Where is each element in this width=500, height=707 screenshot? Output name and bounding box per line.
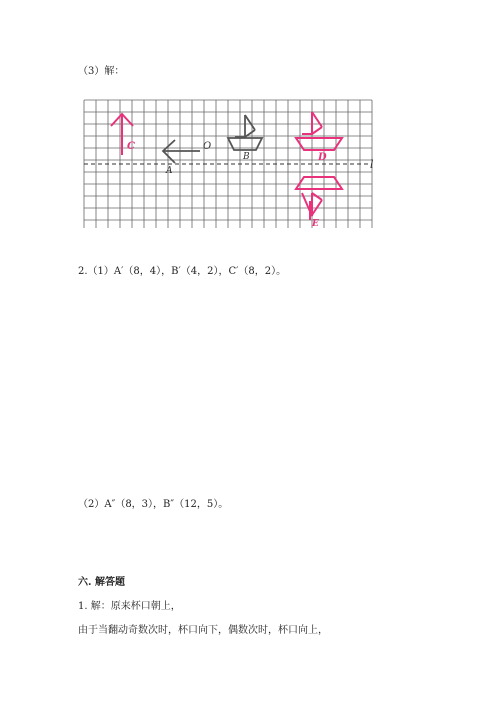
label-d: D xyxy=(318,152,327,163)
label-a: A xyxy=(166,166,173,176)
label-o: O xyxy=(203,141,212,152)
label-c: C xyxy=(127,141,135,152)
symmetry-grid-figure xyxy=(0,0,500,240)
q2-line1: 2.（1）A′（8，4），B′（4，2），C′（8，2）。 xyxy=(78,266,287,277)
q2-line2: （2）A″（8，3），B″（12，5）。 xyxy=(78,499,229,510)
shape-d xyxy=(296,112,342,150)
shape-d-mirror xyxy=(296,177,342,216)
label-b: B xyxy=(243,152,250,162)
label-e: E xyxy=(312,219,319,229)
part3-heading: （3）解： xyxy=(78,66,125,77)
answer1-line1: 1. 解：原来杯口朝上， xyxy=(78,601,181,612)
answer1-line2: 由于当翻动奇数次时，杯口向下，偶数次时，杯口向上， xyxy=(78,625,328,636)
shape-a xyxy=(163,140,200,163)
label-l: l xyxy=(370,158,374,171)
section6-title: 六. 解答题 xyxy=(78,577,125,588)
coordinate-grid-figure xyxy=(0,290,500,470)
shape-b xyxy=(228,115,262,150)
